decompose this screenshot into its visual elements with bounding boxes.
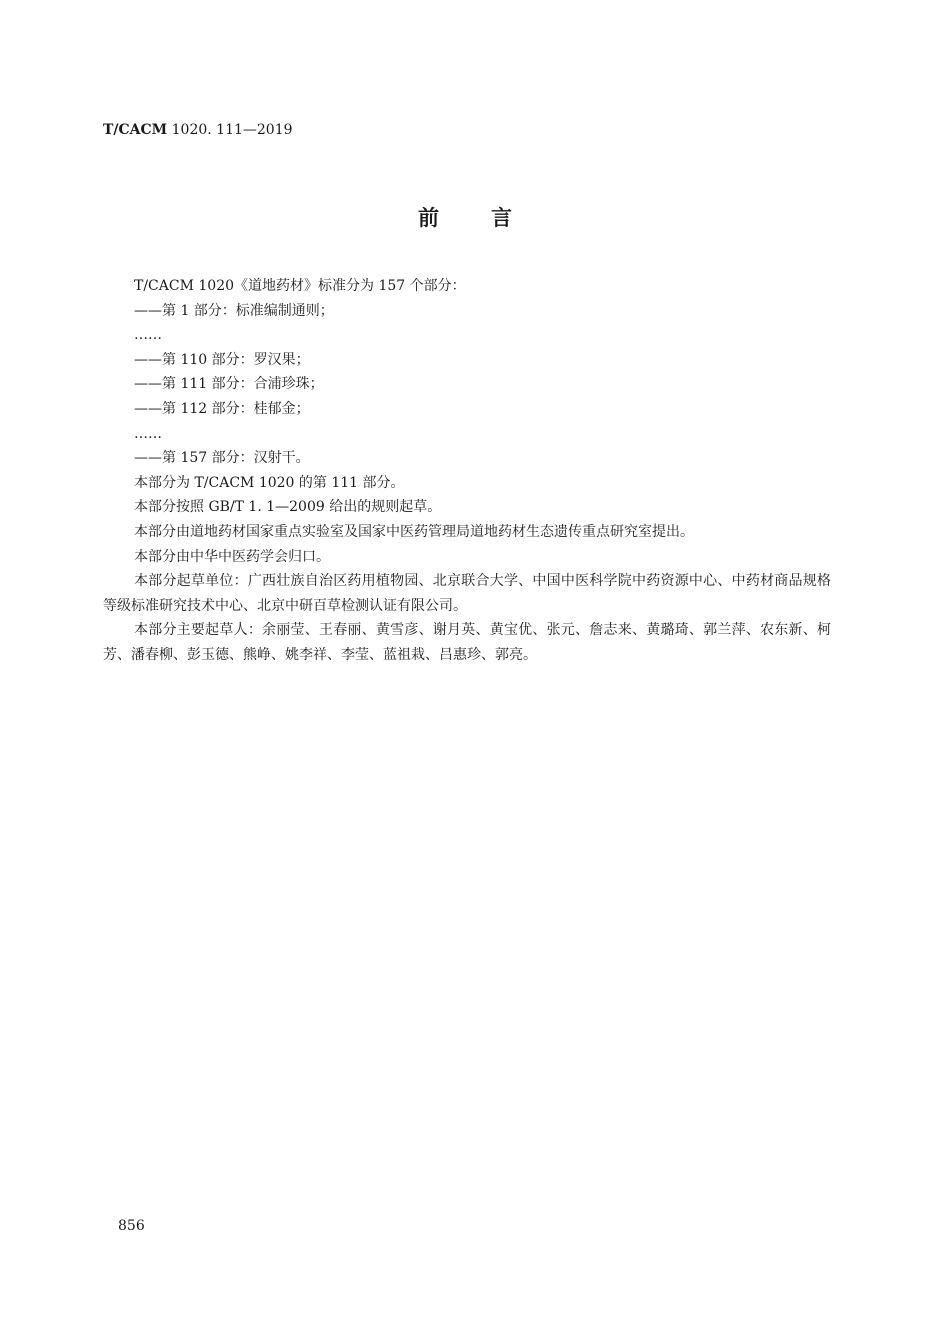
- list-item: T/CACM 1020《道地药材》标准分为 157 个部分：: [134, 278, 466, 294]
- list-item: ——第 112 部分：桂郁金；: [134, 400, 310, 417]
- page-number: 856: [118, 1218, 145, 1234]
- drafters-paragraph: 本部分主要起草人：余丽莹、王春丽、黄雪彦、谢月英、黄宝优、张元、詹志来、黄璐琦、郭兰萍、农东新、柯芳、潘春柳、彭玉德、熊峥、姚李祥、李莹、蓝祖栽、吕惠珍、郭亮。: [103, 622, 831, 663]
- standard-code-header: [103, 120, 293, 140]
- standard-number: 1020. 111—2019: [167, 122, 293, 138]
- list-item: 本部分为 T/CACM 1020 的第 111 部分。: [134, 474, 405, 491]
- list-item: 本部分由中华中医药学会归口。: [134, 548, 330, 565]
- page-title: 前言: [418, 206, 564, 230]
- list-item: ——第 157 部分：汉射干。: [134, 450, 310, 467]
- list-item: ——第 110 部分：罗汉果；: [134, 351, 310, 368]
- list-item: ……: [134, 425, 162, 442]
- list-item: ……: [134, 327, 162, 344]
- list-item: 本部分由道地药材国家重点实验室及国家中医药管理局道地药材生态遗传重点研究室提出。: [134, 523, 694, 540]
- list-item: 本部分按照 GB/T 1. 1—2009 给出的规则起草。: [134, 499, 442, 516]
- list-item: ——第 1 部分：标准编制通则；: [134, 302, 334, 319]
- standard-org: T/CACM: [103, 122, 168, 138]
- list-item: ——第 111 部分：合浦珍珠；: [134, 376, 324, 393]
- foreword-body: [103, 274, 831, 668]
- drafting-units-paragraph: 本部分起草单位：广西壮族自治区药用植物园、北京联合大学、中国中医科学院中药资源中心、中药材商品规格等级标准研究技术中心、北京中研百草检测认证有限公司。: [103, 573, 831, 614]
